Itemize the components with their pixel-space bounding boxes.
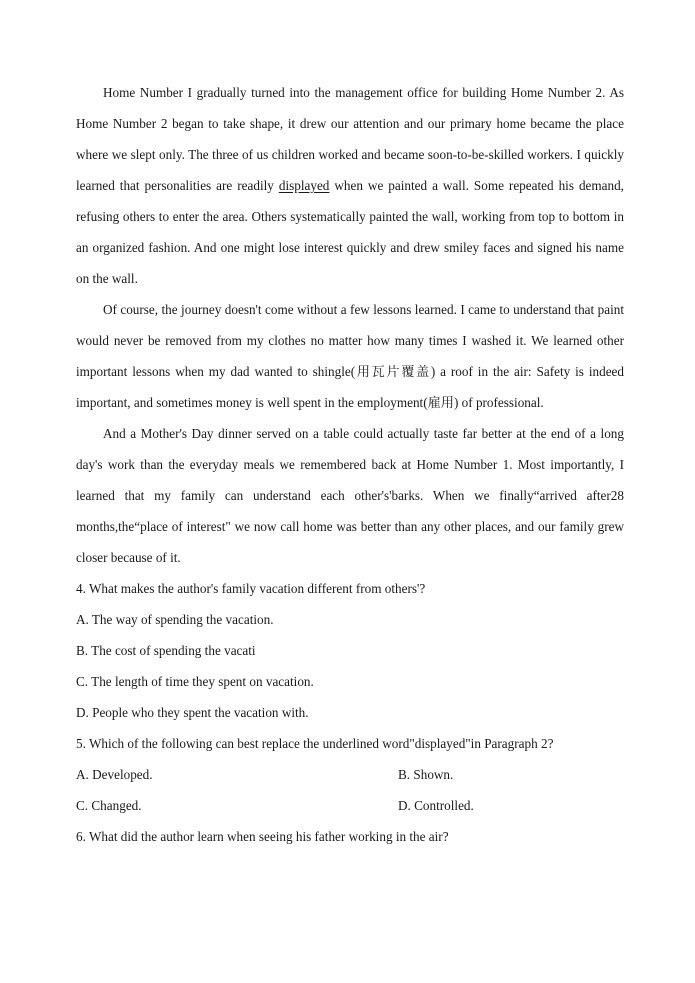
paragraph-2: Of course, the journey doesn't come without a few lessons learned. I came to understand that paint would never be removed from my clothes no matter how many times I washed it. We learned other important lessons when my dad wanted to shingle(用瓦片覆盖) a roof in the air: Safety is indeed important, and sometimes money is well spent in the employment(雇用) of professional. <box>76 302 624 410</box>
question-4-option-c: C. The length of time they spent on vacation. <box>76 674 314 689</box>
underlined-word: displayed <box>278 178 330 193</box>
paragraph-1-text-start: Home Number I gradually turned into the management office for building Home Number 2. As Home Number 2 began to take shape, it drew our attention and our primary home became the place where we slept only. The three of us children worked and became soon-to-be-skilled workers. I quickly learned that personalities are readily <box>76 85 624 193</box>
question-4-option-b: B. The cost of spending the vacati <box>76 643 256 658</box>
question-4-stem: 4. What makes the author's family vacation different from others'? <box>76 581 426 596</box>
question-5-option-a: A. Developed. <box>76 767 153 782</box>
question-5-option-d: D. Controlled. <box>398 798 474 813</box>
question-5-option-b: B. Shown. <box>398 767 454 782</box>
question-6-stem: 6. What did the author learn when seeing his father working in the air? <box>76 829 449 844</box>
document-page <box>76 77 624 852</box>
paragraph-3: And a Mother's Day dinner served on a table could actually taste far better at the end of a long day's work than the everyday meals we remembered back at Home Number 1. Most importantly, I learned that my family can understand each other's'barks. When we finally“arrived after28 months,the“place of interest" we now call home was better than any other places, and our family grew closer because of it. <box>76 426 624 565</box>
paragraph-1-text-end: when we painted a wall. Some repeated his demand, refusing others to enter the area. Others systematically painted the wall, working from top to bottom in an organized fashion. And one might lose interest quickly and drew smiley faces and signed his name on the wall. <box>76 178 624 286</box>
question-5-stem: 5. Which of the following can best replace the underlined word"displayed"in Paragraph 2? <box>76 736 554 751</box>
paragraph-1 <box>76 77 624 294</box>
question-5-options-row-2 <box>76 790 624 821</box>
question-4-option-d: D. People who they spent the vacation with. <box>76 705 309 720</box>
question-5-option-c: C. Changed. <box>76 798 142 813</box>
question-5-options-row-1 <box>76 759 624 790</box>
question-4-option-a: A. The way of spending the vacation. <box>76 612 274 627</box>
